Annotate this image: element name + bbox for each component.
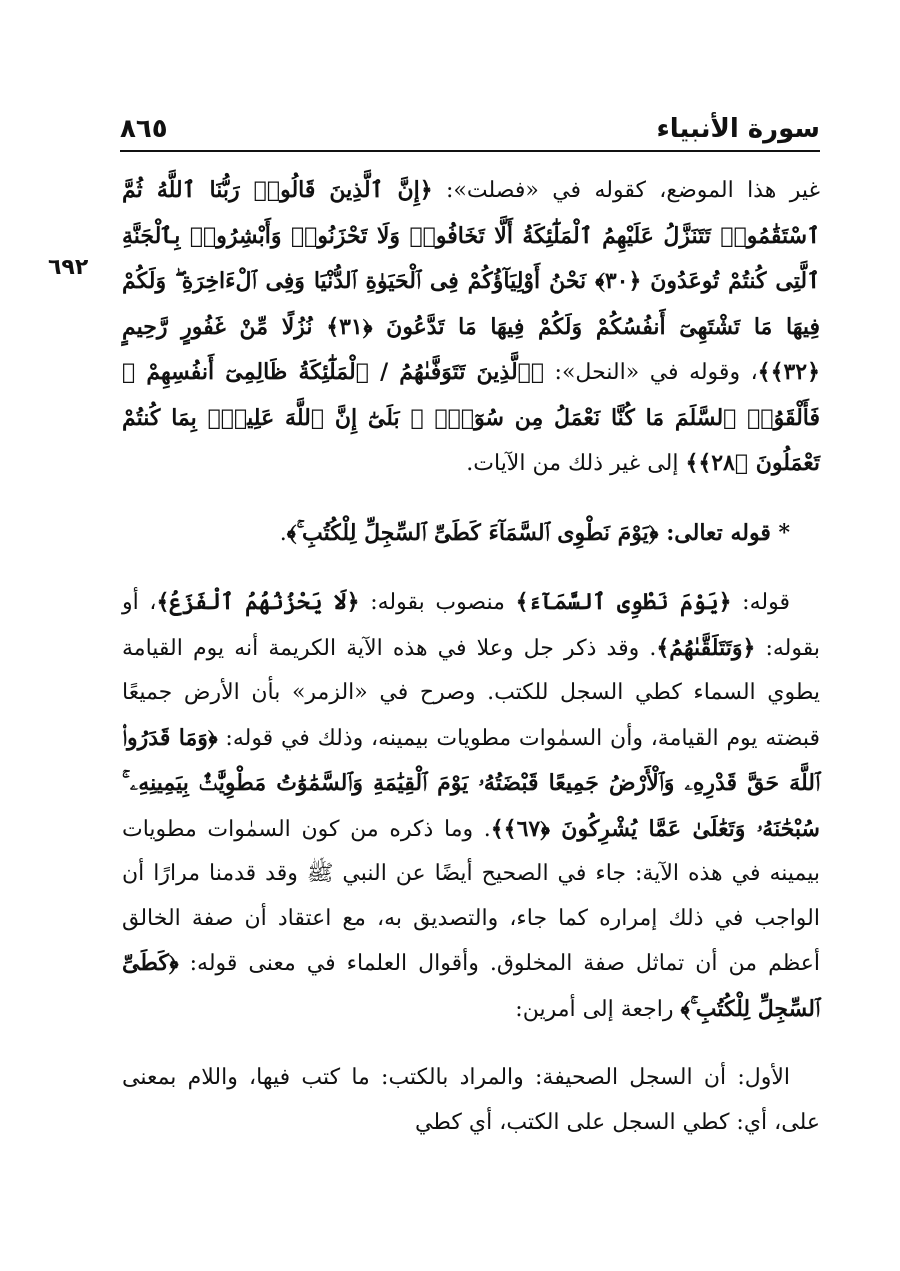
- quran-verse: ﴿يَوْمَ نَطْوِى ٱلسَّمَآءَ﴾: [515, 589, 732, 615]
- text-segment: .: [279, 520, 287, 546]
- paragraph-3: [122, 580, 820, 1032]
- paragraph-4: [122, 1056, 820, 1145]
- text-segment: . وما ذكره من كون السمٰوات مطويات بيمينه في هذه الآية: جاء في الصحيح أيضًا عن النبي ﷺ وقد قدمنا مرارًا أن الواجب في ذلك إمراره كما جاء، والتصديق به، مع اعتقاد أن صفة الخالق أعظم من أن تماثل صفة المخلوق. وأقوال العلماء في معنى قوله:: [122, 816, 820, 976]
- paragraph-gap: [122, 556, 820, 580]
- text-segment: إلى غير ذلك من الآيات.: [466, 451, 686, 476]
- section-lead: * قوله تعالى:: [658, 519, 790, 546]
- paragraph-gap: [122, 487, 820, 511]
- text-segment: ، أو بقوله:: [122, 590, 820, 661]
- quran-verse: ﴿إِنَّ ٱلَّذِينَ قَالُوا۟ رَبُّنَا ٱللَّهُ ثُمَّ ٱسْتَقَٰمُوا۟ تَتَنَزَّلُ عَلَيْهِمُ ٱلْمَلَٰٓئِكَةُ أَلَّا تَخَافُوا۟ وَلَا تَحْزَنُوا۟ وَأَبْشِرُوا۟ بِٱلْجَنَّةِ ٱلَّتِى كُنتُمْ تُوعَدُونَ ﴿٣٠﴾ نَحْنُ أَوْلِيَآؤُكُمْ فِى ٱلْحَيَوٰةِ ٱلدُّنْيَا وَفِى ٱلْءَاخِرَةِ ۖ وَلَكُمْ فِيهَا مَا تَشْتَهِىٓ أَنفُسُكُمْ وَلَكُمْ فِيهَا مَا تَدَّعُونَ ﴿٣١﴾ نُزُلًا مِّنْ غَفُورٍ رَّحِيمٍ ﴿٣٢﴾﴾: [122, 177, 821, 385]
- margin-page-reference: ٦٩٢: [48, 255, 89, 280]
- text-segment: منصوب بقوله:: [359, 590, 516, 615]
- paragraph-2: [122, 511, 820, 557]
- page-header: [120, 108, 820, 148]
- header-divider: [120, 150, 820, 152]
- text-segment: قوله:: [731, 590, 790, 615]
- quran-verse: ﴿يَوْمَ نَطْوِى ٱلسَّمَآءَ كَطَىِّ ٱلسِّجِلِّ لِلْكُتُبِ ۚ﴾: [286, 519, 659, 546]
- quran-verse: ﴿لَا يَحْزُنُهُمُ ٱلْفَزَعُ﴾: [156, 589, 360, 615]
- page-number: ٨٦٥: [120, 114, 168, 144]
- paragraph-gap: [122, 1032, 820, 1056]
- text-segment: راجعة إلى أمرين:: [515, 996, 681, 1022]
- text-segment: . وقد ذكر جل وعلا في هذه الآية الكريمة أنه يوم القيامة يطوي السماء كطي السجل للكتب. وصرح في «الزمر» بأن الأرض جميعًا قبضته يوم القيامة، وأن السمٰوات مطويات بيمينه، وذلك في قوله:: [122, 635, 820, 751]
- text-segment: غير هذا الموضع، كقوله في «فصلت»:: [432, 178, 821, 203]
- quran-verse: ﴿كَطَىِّ ٱلسِّجِلِّ لِلْكُتُبِ ۚ﴾: [122, 950, 820, 1022]
- quran-verse: ﴿وَمَا قَدَرُوا۟ ٱللَّهَ حَقَّ قَدْرِهِۦ وَٱلْأَرْضُ جَمِيعًا قَبْضَتُهُۥ يَوْمَ ٱلْقِيَٰمَةِ وَٱلسَّمَٰوَٰتُ مَطْوِيَّٰتٌۢ بِيَمِينِهِۦ ۚ سُبْحَٰنَهُۥ وَتَعَٰلَىٰ عَمَّا يُشْرِكُونَ ﴿٦٧﴾﴾: [122, 724, 820, 842]
- page-body: [122, 168, 820, 1145]
- quran-verse: ﴿وَتَتَلَقَّىٰهُمُ﴾: [656, 634, 756, 661]
- surah-title: سورة الأنبياء: [656, 114, 820, 144]
- text-segment: ، وقوله في «النحل»:: [544, 360, 758, 385]
- quran-verse: ﴿ٱلَّذِينَ تَتَوَفَّىٰهُمُ / ٱلْمَلَٰٓئِكَةُ ظَالِمِىٓ أَنفُسِهِمْ ۖ فَأَلْقَوُا۟ ٱلسَّلَمَ مَا كُنَّا نَعْمَلُ مِن سُوٓءٍۭ ۚ بَلَىٰٓ إِنَّ ٱللَّهَ عَلِيمٌۢ بِمَا كُنتُمْ تَعْمَلُونَ ﴿٢٨﴾﴾: [122, 359, 820, 476]
- text-segment: الأول: أن السجل الصحيفة: والمراد بالكتب: ما كتب فيها، واللام بمعنى على، أي: كطي السجل على الكتب، أي كطي: [122, 1065, 820, 1135]
- paragraph-1: [122, 168, 820, 487]
